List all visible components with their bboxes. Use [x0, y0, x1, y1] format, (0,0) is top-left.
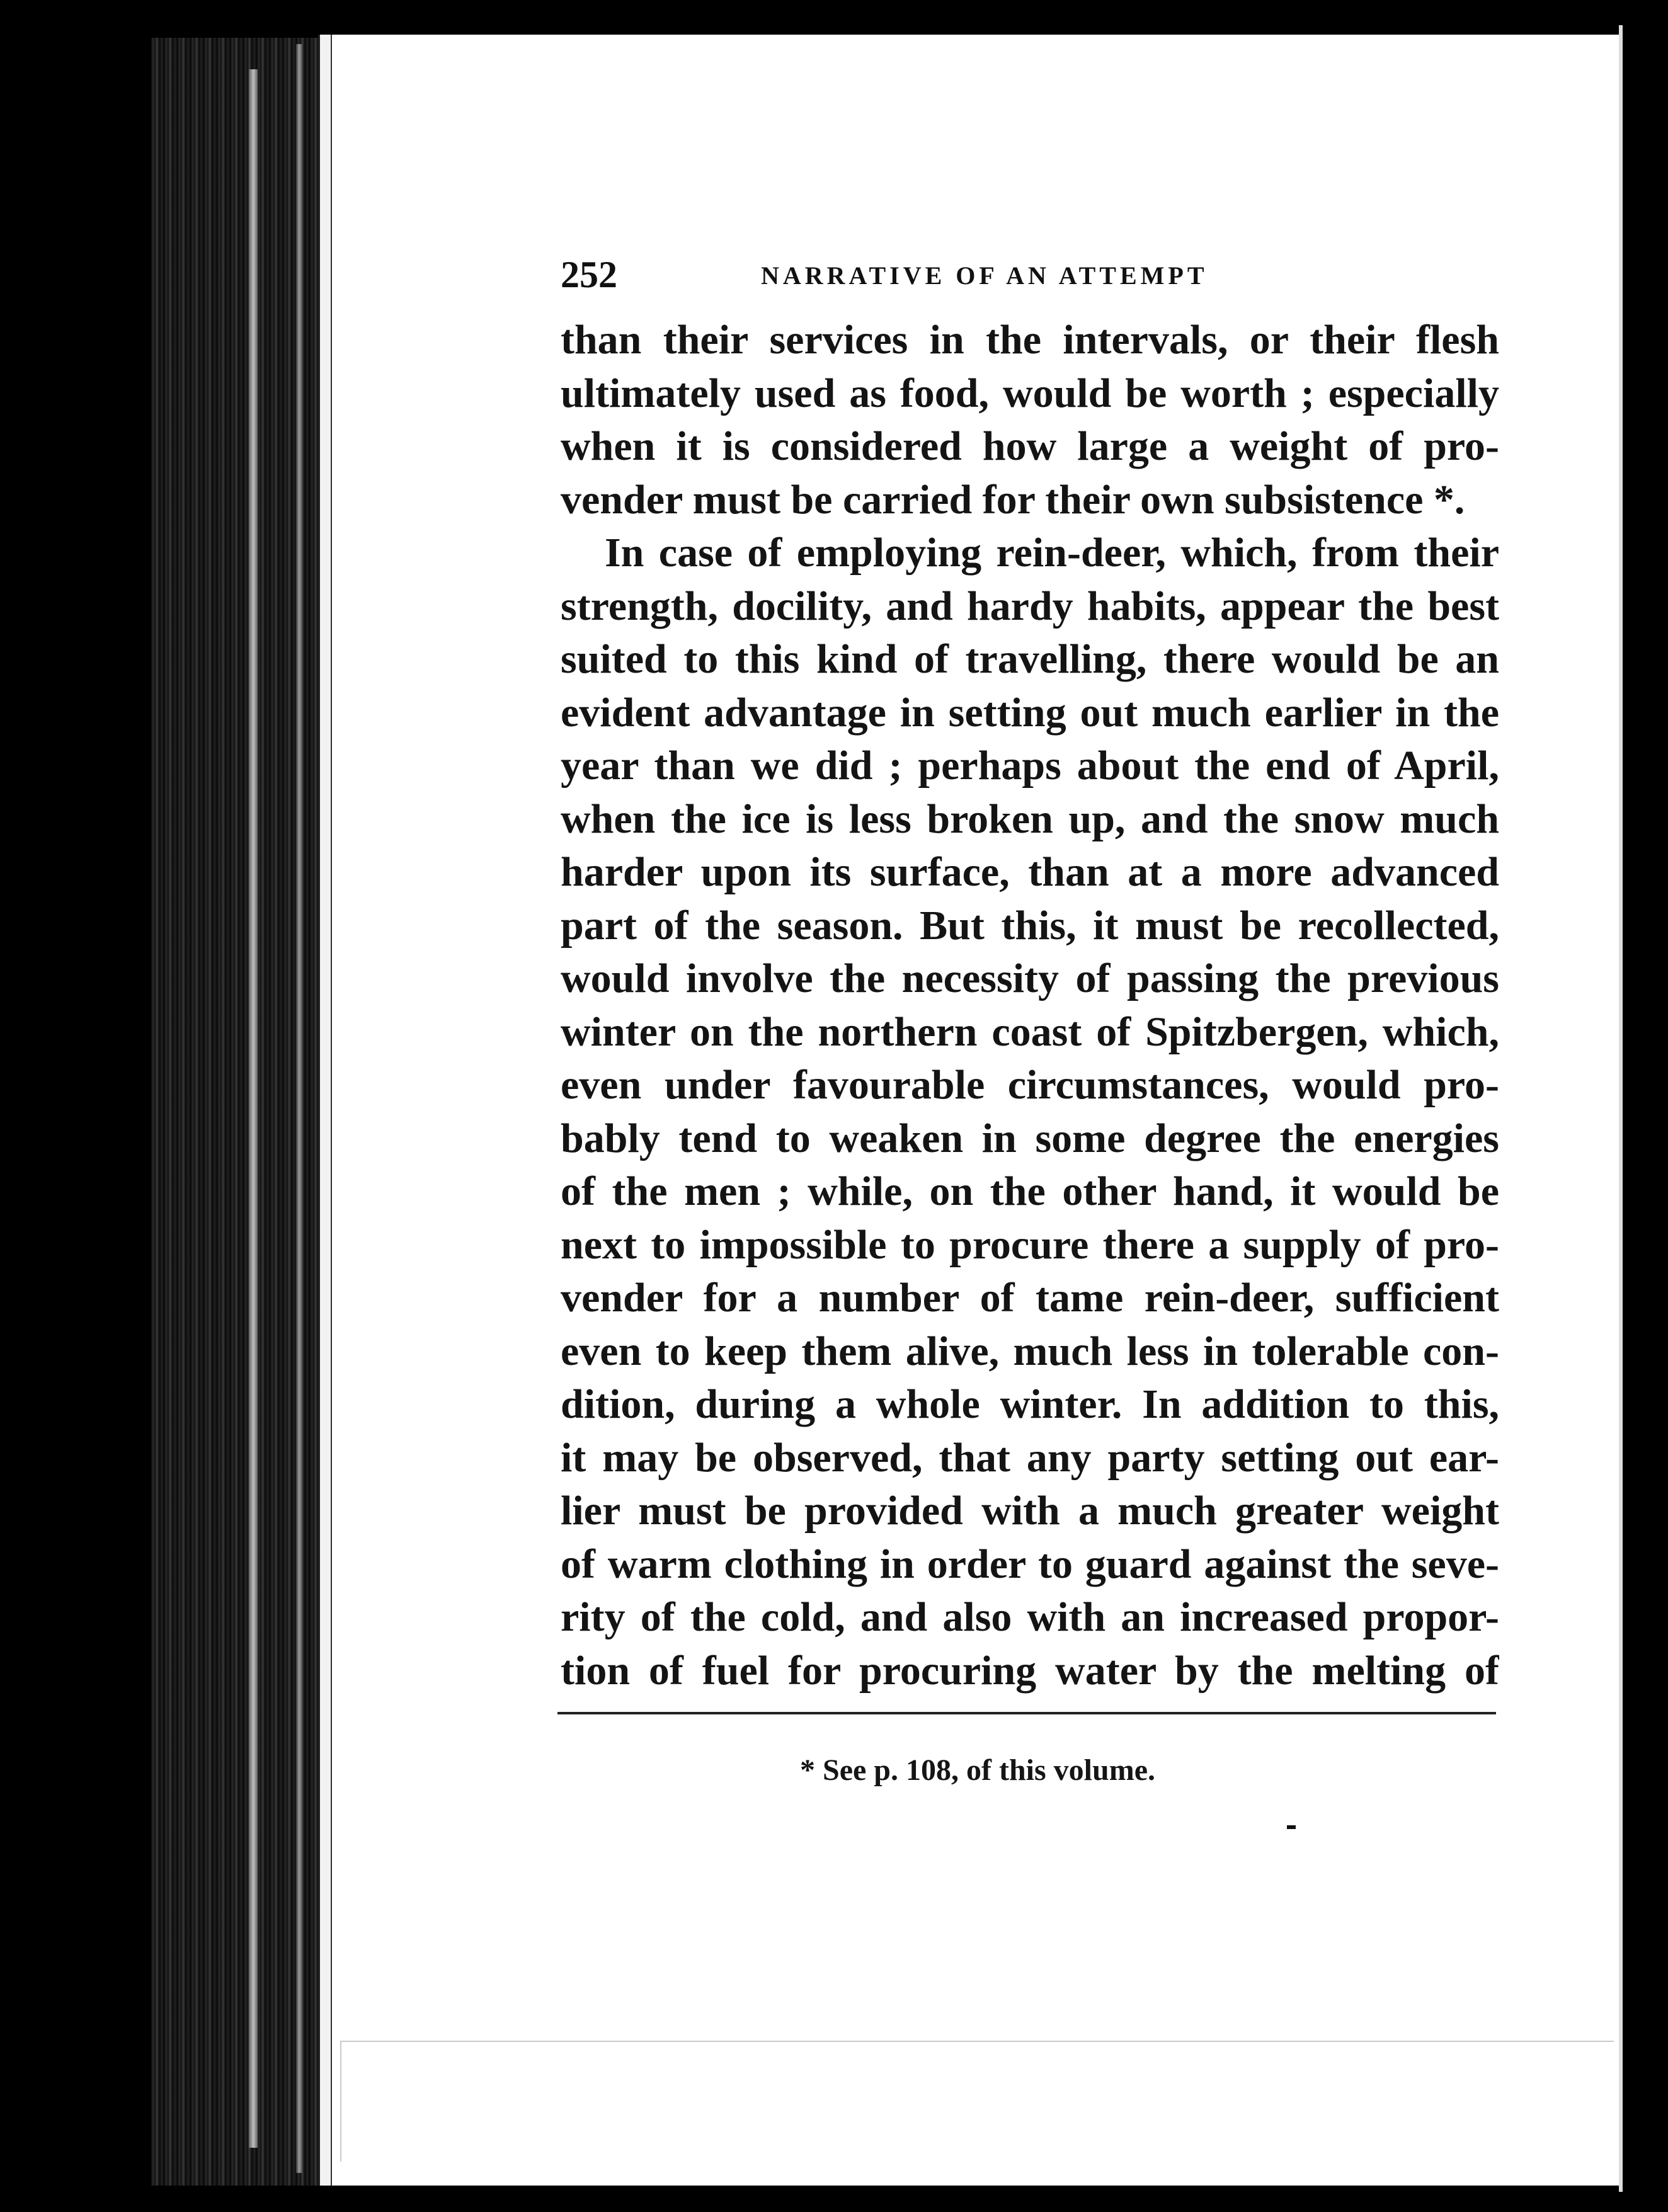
text-line: when it is considered how large a weight of pro- [561, 423, 1499, 469]
spine-highlight-secondary [296, 44, 302, 2173]
page-bottom-border [340, 2041, 1614, 2162]
spine-highlight [249, 69, 258, 2148]
body-text [561, 314, 1499, 1697]
text-line: dition, during a whole winter. In addition to this, [561, 1381, 1499, 1427]
facing-page-edge [1619, 25, 1668, 2192]
text-line: suited to this kind of travelling, there would be an [561, 636, 1499, 682]
running-head: NARRATIVE OF AN ATTEMPT [761, 261, 1208, 290]
text-line: evident advantage in setting out much earlier in the [561, 689, 1499, 736]
text-line: it may be observed, that any party setting out ear- [561, 1434, 1499, 1481]
text-line: vender must be carried for their own subsistence *. [561, 476, 1465, 523]
text-line: when the ice is less broken up, and the snow much [561, 795, 1499, 842]
text-line: lier must be provided with a much greater weight [561, 1488, 1499, 1534]
page-header [561, 253, 1285, 310]
text-line: than their services in the intervals, or their flesh [561, 317, 1499, 363]
footnote: * See p. 108, of this volume. [800, 1753, 1155, 1787]
footnote-rule [557, 1712, 1496, 1714]
text-line: In case of employing rein-deer, which, from their [605, 530, 1499, 576]
text-line: even to keep them alive, much less in tolerable con- [561, 1328, 1499, 1374]
text-line: of warm clothing in order to guard against the seve- [561, 1541, 1499, 1587]
text-line: vender for a number of tame rein-deer, sufficient [561, 1275, 1499, 1321]
ink-mark [1287, 1825, 1296, 1829]
text-line: strength, docility, and hardy habits, appear the best [561, 583, 1499, 629]
text-line: tion of fuel for procuring water by the melting of [561, 1647, 1499, 1694]
text-line: year than we did ; perhaps about the end of April, [561, 743, 1499, 789]
text-line: next to impossible to procure there a supply of pro- [561, 1221, 1499, 1268]
text-line: part of the season. But this, it must be recollected, [561, 902, 1499, 949]
text-line: of the men ; while, on the other hand, it would be [561, 1168, 1499, 1214]
text-line: winter on the northern coast of Spitzbergen, which, [561, 1008, 1499, 1055]
text-line: bably tend to weaken in some degree the energies [561, 1115, 1499, 1161]
text-line: would involve the necessity of passing the previous [561, 955, 1499, 1001]
text-line: ultimately used as food, would be worth ; especially [561, 370, 1499, 416]
text-line: even under favourable circumstances, would pro- [561, 1062, 1499, 1108]
text-line: harder upon its surface, than at a more advanced [561, 849, 1499, 895]
page-number: 252 [561, 254, 617, 295]
text-line: rity of the cold, and also with an increased propor- [561, 1594, 1499, 1640]
